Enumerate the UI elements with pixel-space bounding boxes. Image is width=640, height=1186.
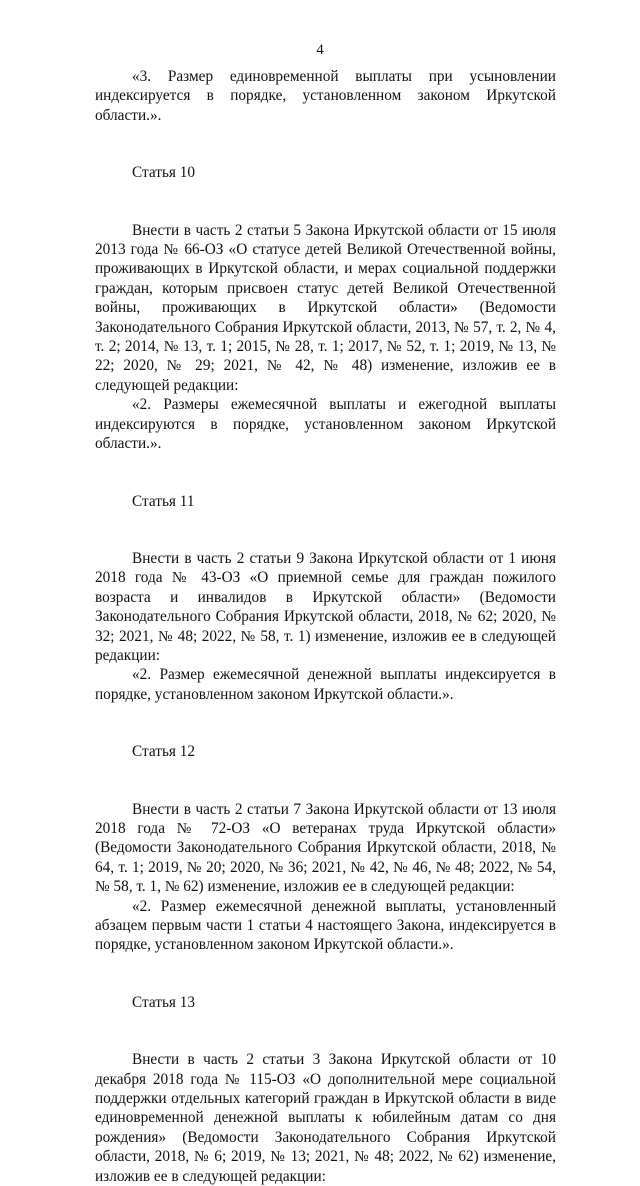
page-number: 4 [316,42,324,58]
paragraph: Внести в часть 2 статьи 3 Закона Иркутской области от 10 декабря 2018 года № 115-ОЗ «О дополнительной мере социальной поддержки отдельных категорий граждан в Иркутской области в виде единовременной денежной выплаты к юбилейным датам со дня рождения» (Ведомости Законодательного Собрания Иркутской области, 2018, № 6; 2019, № 13; 2021, № 48; 2022, № 62) изменение, изложив ее в следующей редакции: [95,1051,556,1185]
article-heading: Статья 10 [132,164,196,182]
paragraph: Внести в часть 2 статьи 9 Закона Иркутской области от 1 июня 2018 года № 43-ОЗ «О приемной семье для граждан пожилого возраста и инвалидов в Иркутской области» (Ведомости Законодательного Собрания Иркутской области, 2018, № 62; 2020, № 32; 2021, № 48; 2022, № 58, т. 1) изменение, изложив ее в следующей редакции: [95,549,556,664]
paragraph: Внести в часть 2 статьи 5 Закона Иркутской области от 15 июля 2013 года № 66-ОЗ «О статусе детей Великой Отечественной войны, проживающих в Иркутской области, и мерах социальной поддержки граждан, которым присвоен статус детей Великой Отечественной войны, проживающих в Иркутской области» (Ведомости Законодательного Собрания Иркутской области, 2013, № 57, т. 2, № 4, т. 2; 2014, № 13, т. 1; 2015, № 28, т. 1; 2017, № 52, т. 1; 2019, № 13, № 22; 2020, № 29; 2021, № 42, № 48) изменение, изложив ее в следующей редакции: [95,221,556,394]
article-heading: Статья 11 [132,492,195,510]
quoted-amendment: «2. Размер ежемесячной денежной выплаты, установленный абзацем первым части 1 статьи 4 настоящего Закона, индексируется в порядке, установленном законом Иркутской области.». [95,897,556,954]
article-heading: Статья 12 [132,743,196,761]
quoted-amendment: «2. Размеры ежемесячной выплаты и ежегодной выплаты индексируются в порядке, установленном законом Иркутской области.». [95,396,556,453]
quoted-amendment: «2. Размер ежемесячной денежной выплаты индексируется в порядке, установленном законом Иркутской области.». [95,666,556,703]
paragraph: Внести в часть 2 статьи 7 Закона Иркутской области от 13 июля 2018 года № 72-ОЗ «О ветеранах труда Иркутской области» (Ведомости Законодательного Собрания Иркутской области, 2018, № 64, т. 1; 2019, № 20; 2020, № 36; 2021, № 42, № 46, № 48; 2022, № 54, № 58, т. 1, № 62) изменение, изложив ее в следующей редакции: [95,800,556,896]
article-heading: Статья 13 [132,993,196,1011]
document-body [95,67,556,1186]
paragraph: «3. Размер единовременной выплаты при усыновлении индексируется в порядке, установленном законом Иркутской области.». [95,68,556,124]
